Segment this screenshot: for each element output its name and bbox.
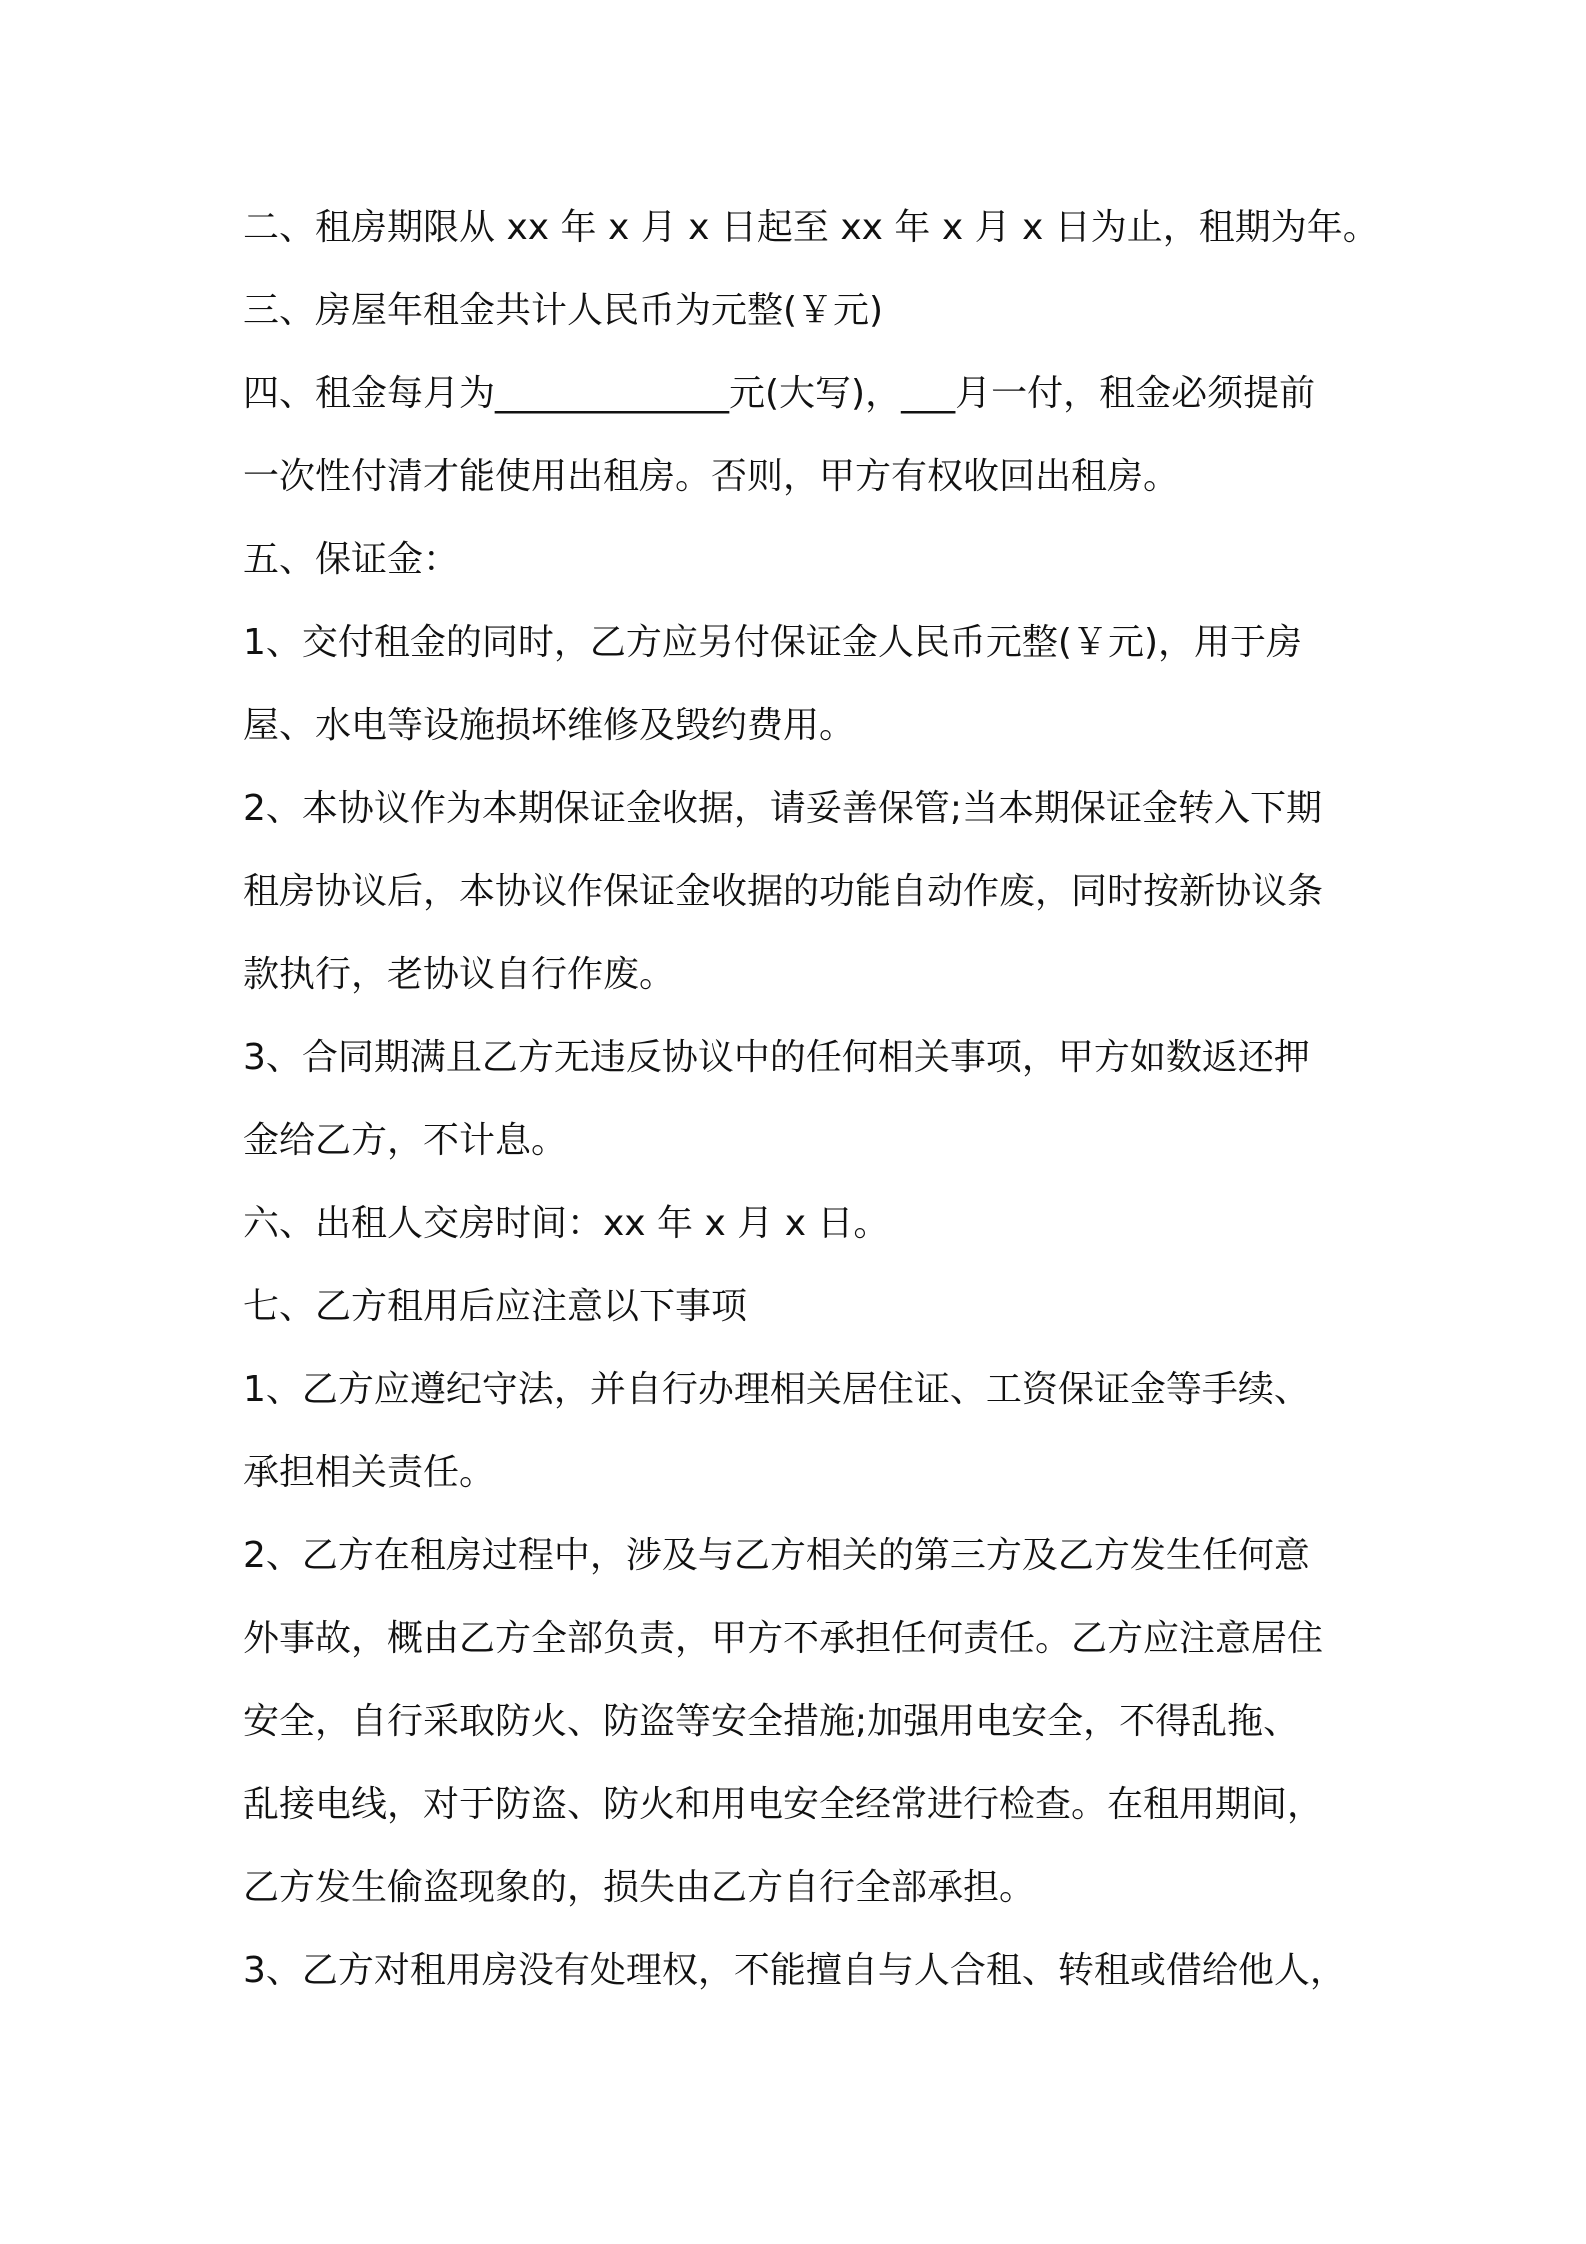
text-line: 1、交付租金的同时，乙方应另付保证金人民币元整(￥元)，用于房	[243, 622, 1302, 663]
text-line: 屋、水电等设施损坏维修及毁约费用。	[243, 705, 856, 746]
text-line: 二、租房期限从 xx 年 x 月 x 日起至 xx 年 x 月 x 日为止，租期为年。	[243, 207, 1379, 248]
text-line: 2、本协议作为本期保证金收据，请妥善保管;当本期保证金转入下期	[243, 788, 1323, 829]
text-line: 租房协议后，本协议作保证金收据的功能自动作废，同时按新协议条	[243, 871, 1324, 912]
text-line: 2、乙方在租房过程中，涉及与乙方相关的第三方及乙方发生任何意	[243, 1535, 1310, 1576]
text-line: 四、租金每月为_____________元(大写)，___月一付，租金必须提前	[243, 373, 1316, 414]
text-line: 七、乙方租用后应注意以下事项	[243, 1286, 748, 1327]
text-line: 金给乙方，不计息。	[243, 1120, 568, 1161]
text-line: 1、乙方应遵纪守法，并自行办理相关居住证、工资保证金等手续、	[243, 1369, 1310, 1410]
text-line: 安全，自行采取防火、防盗等安全措施;加强用电安全，不得乱拖、	[243, 1701, 1300, 1742]
text-line: 乙方发生偷盗现象的，损失由乙方自行全部承担。	[243, 1867, 1036, 1908]
text-line: 六、出租人交房时间：xx 年 x 月 x 日。	[243, 1203, 890, 1244]
text-line: 3、合同期满且乙方无违反协议中的任何相关事项，甲方如数返还押	[243, 1037, 1310, 1078]
contract-text	[243, 198, 1379, 2024]
text-line: 五、保证金：	[243, 539, 460, 580]
text-line: 三、房屋年租金共计人民币为元整(￥元)	[243, 290, 884, 331]
text-line: 3、乙方对租用房没有处理权，不能擅自与人合租、转租或借给他人，	[243, 1950, 1346, 1991]
text-line: 外事故，概由乙方全部负责，甲方不承担任何责任。乙方应注意居住	[243, 1618, 1324, 1659]
text-line: 款执行，老协议自行作废。	[243, 954, 676, 995]
text-line: 一次性付清才能使用出租房。否则，甲方有权收回出租房。	[243, 456, 1180, 497]
text-line: 承担相关责任。	[243, 1452, 496, 1493]
text-line: 乱接电线，对于防盗、防火和用电安全经常进行检查。在租用期间，	[243, 1784, 1324, 1825]
